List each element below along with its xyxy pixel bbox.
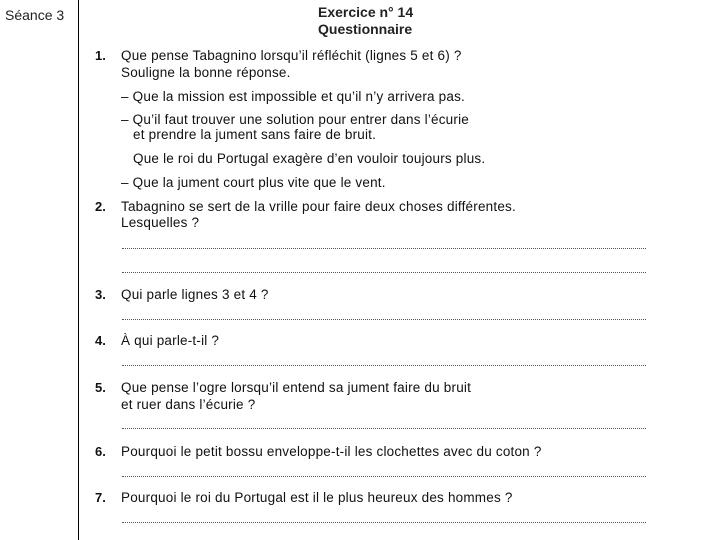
question-text: Pourquoi le petit bossu enveloppe-t-il les clochettes avec du coton ? [121,444,542,459]
answer-line[interactable] [122,522,646,523]
answer-option-2-continued[interactable]: et prendre la jument sans faire de bruit. [133,127,377,142]
answer-option-2[interactable]: – Qu’il faut trouver une solution pour entrer dans l’écurie [121,112,469,127]
answer-option-4[interactable]: – Que la jument court plus vite que le vent. [121,175,386,190]
answer-line[interactable] [122,365,646,366]
question-text: Pourquoi le roi du Portugal est il le plus heureux des hommes ? [121,490,513,505]
worksheet [80,0,720,540]
question-text: Que pense Tabagnino lorsqu’il réfléchit (lignes 5 et 6) ? [121,48,462,63]
answer-option-3[interactable]: Que le roi du Portugal exagère d’en vouloir toujours plus. [133,151,486,166]
question-text: Tabagnino se sert de la vrille pour faire deux choses différentes. [121,199,516,214]
exercise-title [318,4,413,38]
slide-divider [78,0,79,540]
question-number: 1. [95,48,106,63]
answer-option-1[interactable]: – Que la mission est impossible et qu’il n’y arrivera pas. [121,89,465,104]
question-number: 6. [95,444,106,459]
slide-label: Séance 3 [5,7,65,23]
question-text-continued: Lesquelles ? [121,215,200,230]
question-text: Que pense l’ogre lorsqu’il entend sa jument faire du bruit [121,380,472,395]
question-text-continued: et ruer dans l’écurie ? [121,397,256,412]
question-number: 5. [95,380,106,395]
answer-line[interactable] [122,428,646,429]
exercise-subtitle: Questionnaire [318,21,413,37]
exercise-number: Exercice n° 14 [318,4,414,20]
answer-line[interactable] [122,476,646,477]
question-instruction: Souligne la bonne réponse. [121,65,291,80]
question-number: 2. [95,199,106,214]
answer-line[interactable] [122,272,646,273]
question-text: À qui parle-t-il ? [121,333,220,348]
question-number: 4. [95,333,106,348]
answer-line[interactable] [122,319,646,320]
question-number: 7. [95,490,106,505]
question-text: Qui parle lignes 3 et 4 ? [121,287,269,302]
question-number: 3. [95,287,106,302]
answer-line[interactable] [122,248,646,249]
